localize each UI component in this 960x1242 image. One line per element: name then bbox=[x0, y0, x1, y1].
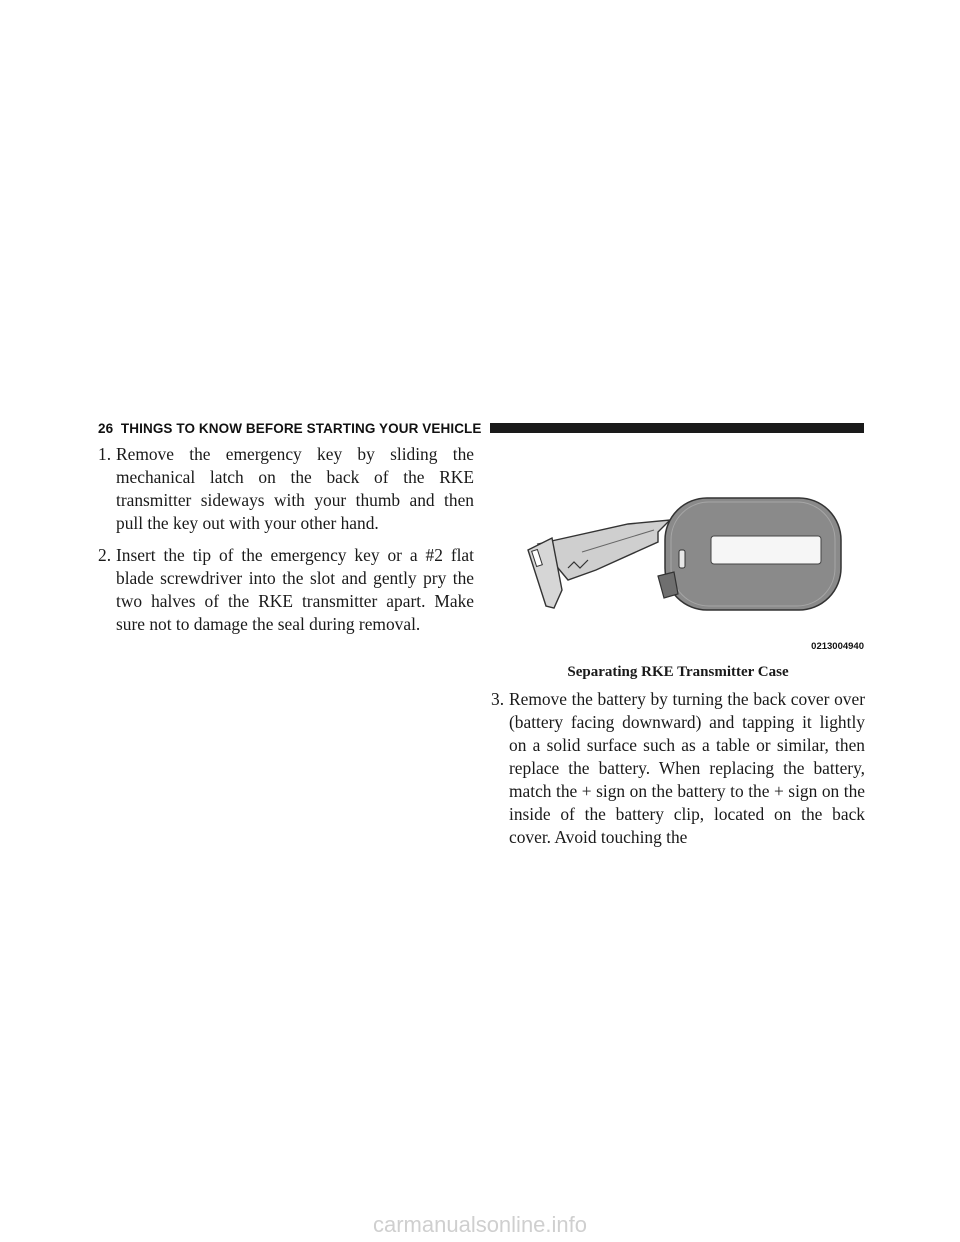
figure-code: 0213004940 bbox=[811, 641, 864, 652]
step-2-number: 2. bbox=[98, 545, 112, 565]
rke-transmitter-illustration bbox=[508, 480, 864, 658]
right-column bbox=[491, 688, 865, 858]
step-2-text: Insert the tip of the emergency key or a #2 flat blade screwdriver into the slot and gently pry the two halves of the RKE transmitter apart. Make sure not to damage the seal during removal. bbox=[116, 545, 474, 634]
transmitter-key-ring bbox=[658, 572, 678, 598]
header-rule bbox=[490, 423, 865, 433]
step-1-number: 1. bbox=[98, 444, 112, 464]
step-1 bbox=[98, 443, 474, 535]
page-number: 26 bbox=[98, 420, 114, 436]
step-3 bbox=[491, 688, 865, 849]
transmitter-label-window bbox=[711, 536, 821, 564]
figure-caption: Separating RKE Transmitter Case bbox=[567, 664, 789, 680]
step-1-text: Remove the emergency key by sliding the mechanical latch on the back of the RKE transmitter sideways with your thumb and then pull the key out with your other hand. bbox=[116, 444, 474, 533]
page-header bbox=[98, 418, 864, 438]
step-3-text: Remove the battery by turning the back cover over (battery facing downward) and tapping it lightly on a solid surface such as a table or similar, then replace the battery. When replacing the battery, match the + sign on the battery to the + sign on the inside of the battery clip, located on the back cover. Avoid touching the bbox=[509, 689, 865, 847]
transmitter-latch bbox=[679, 550, 685, 568]
step-3-number: 3. bbox=[491, 689, 505, 709]
left-column bbox=[98, 443, 474, 645]
section-title: THINGS TO KNOW BEFORE STARTING YOUR VEHICLE bbox=[120, 420, 482, 436]
watermark: carmanualsonline.info bbox=[372, 1212, 588, 1237]
rke-transmitter-figure bbox=[508, 480, 864, 658]
page-header-text bbox=[98, 421, 482, 436]
step-2 bbox=[98, 544, 474, 636]
